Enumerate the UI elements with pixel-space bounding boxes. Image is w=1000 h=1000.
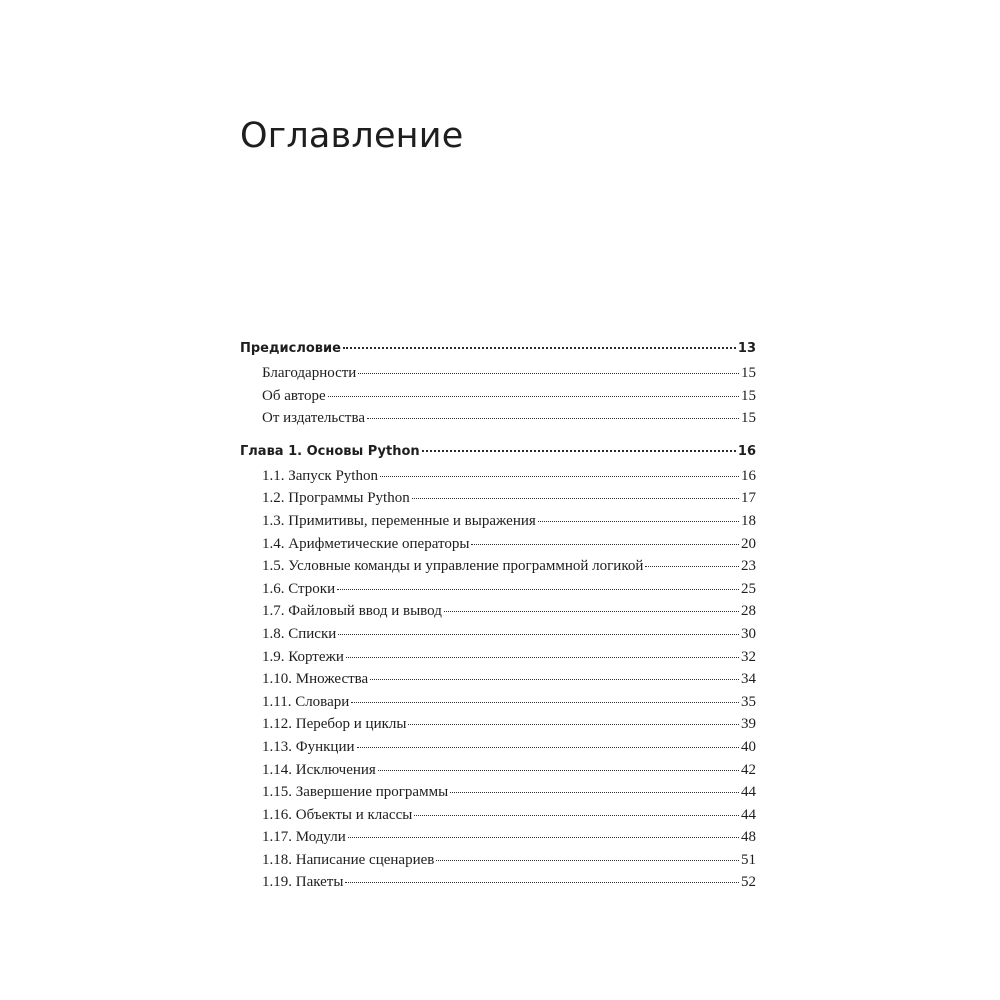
toc-entry-label: 1.10. Множества <box>262 671 369 688</box>
toc-entry-label: 1.14. Исключения <box>262 761 376 778</box>
toc-section-entry <box>240 534 756 557</box>
dot-leader <box>367 418 739 419</box>
toc-entry-label: 1.8. Списки <box>262 625 337 642</box>
toc-section-entry <box>240 760 756 783</box>
toc-entry-label: 1.6. Строки <box>262 580 336 597</box>
toc-entry-label: Глава 1. Основы Python <box>240 442 420 462</box>
toc-page-number: 28 <box>741 603 756 620</box>
toc-page-number: 15 <box>741 387 756 404</box>
toc-entry-label: 1.13. Функции <box>262 738 355 755</box>
toc-chapter-heading <box>240 442 756 466</box>
toc-page-number: 52 <box>741 874 756 891</box>
toc-page-number: 13 <box>738 339 756 359</box>
toc-page-number: 15 <box>741 365 756 381</box>
dot-leader <box>358 373 739 374</box>
toc-page-number: 39 <box>741 716 756 733</box>
dot-leader <box>343 347 736 349</box>
toc-page-number: 44 <box>741 806 756 823</box>
toc-entry-label: Благодарности <box>262 365 357 381</box>
toc-page-number: 32 <box>741 648 756 665</box>
toc-page-number: 48 <box>741 829 756 846</box>
toc-entry-label: 1.16. Объекты и классы <box>262 806 413 823</box>
dot-leader <box>422 450 736 452</box>
toc-section-entry <box>240 466 756 489</box>
toc-page-number: 20 <box>741 535 756 552</box>
toc-section-entry <box>240 579 756 602</box>
toc-entry-label: 1.4. Арифметические операторы <box>262 535 470 552</box>
toc-page-number: 18 <box>741 512 756 529</box>
toc-section-entry <box>240 782 756 805</box>
toc-section-entry <box>240 692 756 715</box>
toc-page-number: 40 <box>741 738 756 755</box>
toc-page-number: 35 <box>741 693 756 710</box>
toc-page-number: 17 <box>741 490 756 507</box>
dot-leader <box>357 747 740 748</box>
toc-page-number: 25 <box>741 580 756 597</box>
toc-page-number: 30 <box>741 625 756 642</box>
toc-entry-label: 1.5. Условные команды и управление программной логикой <box>262 558 644 575</box>
toc-page-number: 23 <box>741 558 756 575</box>
dot-leader <box>345 882 739 883</box>
toc-section-entry <box>240 805 756 828</box>
toc-section-entry <box>240 556 756 579</box>
toc-entry-label: Об авторе <box>262 387 326 404</box>
toc-section-entry <box>240 850 756 873</box>
toc-entry-label: 1.2. Программы Python <box>262 490 410 507</box>
dot-leader <box>414 815 739 816</box>
toc-section-entry <box>240 601 756 624</box>
dot-leader <box>645 566 739 567</box>
toc-page-number: 51 <box>741 851 756 868</box>
toc-section-entry <box>240 714 756 737</box>
toc-section-entry <box>240 511 756 534</box>
toc-entry-label: 1.7. Файловый ввод и вывод <box>262 603 442 620</box>
toc-section-entry <box>240 872 756 895</box>
dot-leader <box>444 611 739 612</box>
page-title: Оглавление <box>240 116 464 156</box>
dot-leader <box>351 702 739 703</box>
toc-entry-label: 1.15. Завершение программы <box>262 784 449 801</box>
dot-leader <box>471 544 739 545</box>
toc-entry-label: 1.17. Модули <box>262 829 346 846</box>
toc-section-entry <box>240 386 756 409</box>
dot-leader <box>338 634 739 635</box>
toc-section-entry <box>240 363 756 386</box>
toc-chapter-heading <box>240 339 756 363</box>
toc-entry-label: 1.18. Написание сценариев <box>262 851 435 868</box>
dot-leader <box>348 837 739 838</box>
dot-leader <box>328 396 739 397</box>
toc-section-entry <box>240 408 756 431</box>
toc-section-entry <box>240 647 756 670</box>
toc-page-number: 34 <box>741 671 756 688</box>
dot-leader <box>380 476 739 477</box>
toc-entry-label: От издательства <box>262 410 366 427</box>
table-of-contents <box>240 336 756 895</box>
dot-leader <box>538 521 739 522</box>
toc-page-number: 16 <box>738 442 756 462</box>
dot-leader <box>408 724 739 725</box>
dot-leader <box>450 792 739 793</box>
toc-entry-label: 1.9. Кортежи <box>262 648 344 665</box>
toc-section-entry <box>240 737 756 760</box>
toc-section-entry <box>240 624 756 647</box>
toc-entry-label: Предисловие <box>240 339 341 359</box>
dot-leader <box>346 657 739 658</box>
toc-section-entry <box>240 669 756 692</box>
toc-page-number: 42 <box>741 761 756 778</box>
dot-leader <box>378 770 739 771</box>
toc-entry-label: 1.3. Примитивы, переменные и выражения <box>262 512 536 529</box>
toc-section-entry <box>240 488 756 511</box>
toc-entry-label: 1.19. Пакеты <box>262 874 344 891</box>
dot-leader <box>412 498 739 499</box>
toc-page-number: 44 <box>741 784 756 801</box>
toc-entry-label: 1.11. Словари <box>262 693 350 710</box>
dot-leader <box>370 679 739 680</box>
toc-entry-label: 1.12. Перебор и циклы <box>262 716 407 733</box>
toc-page-number: 16 <box>741 467 756 484</box>
dot-leader <box>337 589 739 590</box>
toc-page-number: 15 <box>741 410 756 427</box>
toc-section-entry <box>240 827 756 850</box>
dot-leader <box>436 860 739 861</box>
section-gap <box>240 431 756 442</box>
toc-entry-label: 1.1. Запуск Python <box>262 467 378 484</box>
